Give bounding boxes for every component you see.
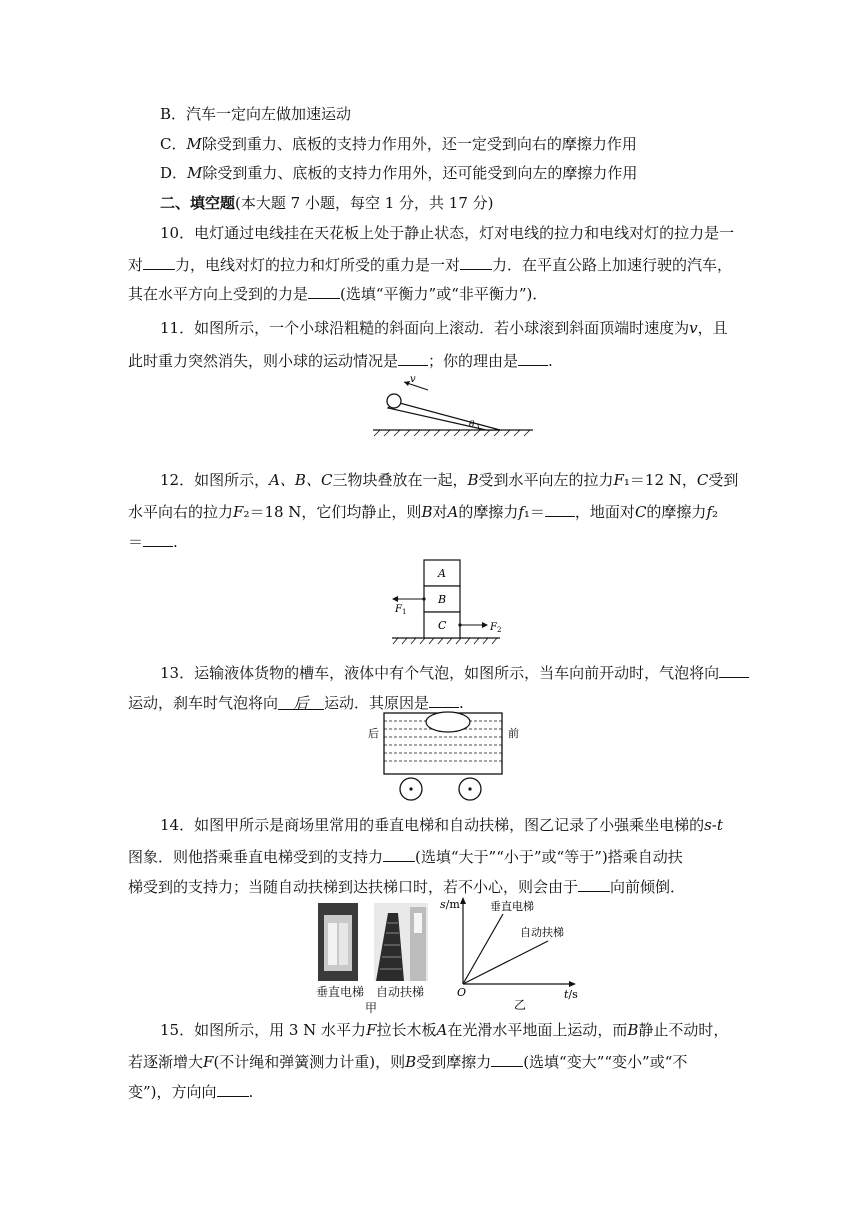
- s-t-graph: [440, 896, 585, 1012]
- q12-line2: 水平向右的拉力F₂＝18 N，它们均静止，则B对A的摩擦力f₁＝ ，地面对C的摩擦力f₂: [128, 500, 718, 522]
- answer-blank[interactable]: [545, 500, 575, 517]
- force-f2-label: $F_2$: [490, 622, 502, 634]
- incline-figure: [368, 372, 538, 438]
- q12-line3: ＝ .: [128, 530, 178, 552]
- q14-line3: 梯受到的支持力；当随自动扶梯到达扶梯口时，若不小心，则会由于 向前倾倒．: [128, 875, 685, 897]
- answer-blank[interactable]: [217, 1080, 249, 1097]
- q14-line2: 图象．则他搭乘垂直电梯受到的支持力 (选填“大于”“小于”或“等于”)搭乘自动扶: [128, 845, 683, 867]
- answer-blank[interactable]: [143, 530, 173, 547]
- escalator-photo: [374, 903, 428, 981]
- answer-blank[interactable]: [518, 349, 548, 366]
- q14-line1: 14．如图甲所示是商场里常用的垂直电梯和自动扶梯，图乙记录了小强乘坐电梯的s-t: [160, 816, 723, 834]
- q11-line1: 11．如图所示，一个小球沿粗糙的斜面向上滚动．若小球滚到斜面顶端时速度为v，且: [160, 319, 728, 337]
- q10-line1: 10．电灯通过电线挂在天花板上处于静止状态，灯对电线的拉力和电线对灯的拉力是一: [160, 224, 735, 242]
- answer-blank[interactable]: [143, 253, 175, 270]
- q15-line2: 若逐渐增大F(不计绳和弹簧测力计重)，则B受到摩擦力 (选填“变大”“变小”或“不: [128, 1050, 687, 1072]
- filled-blank: 后: [278, 693, 324, 710]
- vertical-elevator-photo: [318, 903, 358, 981]
- q11-line2: 此时重力突然消失，则小球的运动情况是 ；你的理由是 .: [128, 349, 553, 371]
- caption-vertical-elevator: 垂直电梯: [316, 985, 365, 999]
- air-bubble: [426, 712, 470, 732]
- answer-blank[interactable]: [491, 1050, 523, 1067]
- label-b: B: [438, 593, 447, 606]
- y-axis-label: s/m: [440, 898, 460, 911]
- q10-line3: 其在水平方向上受到的力是 (选填“平衡力”或“非平衡力”)．: [128, 282, 547, 304]
- option-c: C．M除受到重力、底板的支持力作用外，还一定受到向右的摩擦力作用: [160, 135, 637, 153]
- q13-line1: 13．运输液体货物的槽车，液体中有个气泡，如图所示，当车向前开动时，气泡将向: [160, 661, 749, 683]
- q13-line2: 运动，刹车时气泡将向 后 运动．其原因是 .: [128, 691, 464, 713]
- label-c: C: [438, 619, 447, 632]
- force-f1-label: $F_1$: [395, 604, 407, 616]
- answer-blank[interactable]: [719, 661, 749, 678]
- q15-line1: 15．如图所示，用 3 N 水平力F拉长木板A在光滑水平地面上运动，而B静止不动时，: [160, 1021, 729, 1039]
- label-a: A: [438, 567, 446, 580]
- ball: [387, 394, 401, 408]
- incline-plank: [388, 402, 500, 430]
- answer-blank[interactable]: [308, 282, 340, 299]
- front-label: 前: [508, 727, 519, 740]
- answer-blank[interactable]: [578, 875, 610, 892]
- x-axis-label: t/s: [564, 988, 578, 1001]
- caption-escalator: 自动扶梯: [376, 985, 425, 999]
- line-escalator-label: 自动扶梯: [520, 926, 564, 939]
- origin-label: O: [457, 986, 467, 999]
- q15-line3: 变”)，方向向 .: [128, 1080, 253, 1102]
- answer-blank[interactable]: [429, 691, 459, 708]
- stacked-blocks-figure: [388, 555, 518, 647]
- angle-label: θ: [469, 420, 475, 430]
- caption-jia: 甲: [365, 1001, 378, 1015]
- section-heading: 二、填空题(本大题 7 小题，每空 1 分，共 17 分): [160, 194, 494, 212]
- caption-yi: 乙: [514, 998, 527, 1012]
- answer-blank[interactable]: [383, 845, 415, 862]
- tank-car-figure: [366, 710, 526, 806]
- line-vertical-label: 垂直电梯: [490, 900, 534, 913]
- option-d: D．M除受到重力、底板的支持力作用外，还可能受到向左的摩擦力作用: [160, 164, 638, 182]
- answer-blank[interactable]: [398, 349, 428, 366]
- q10-line2: 对 力，电线对灯的拉力和灯所受的重力是一对 力．在平直公路上加速行驶的汽车，: [128, 253, 732, 275]
- option-b: B．汽车一定向左做加速运动: [160, 105, 352, 123]
- back-label: 后: [368, 727, 379, 740]
- answer-blank[interactable]: [460, 253, 492, 270]
- velocity-label: v: [410, 374, 416, 385]
- q12-line1: 12．如图所示，A、B、C三物块叠放在一起，B受到水平向左的拉力F₁＝12 N，C受到: [160, 471, 739, 489]
